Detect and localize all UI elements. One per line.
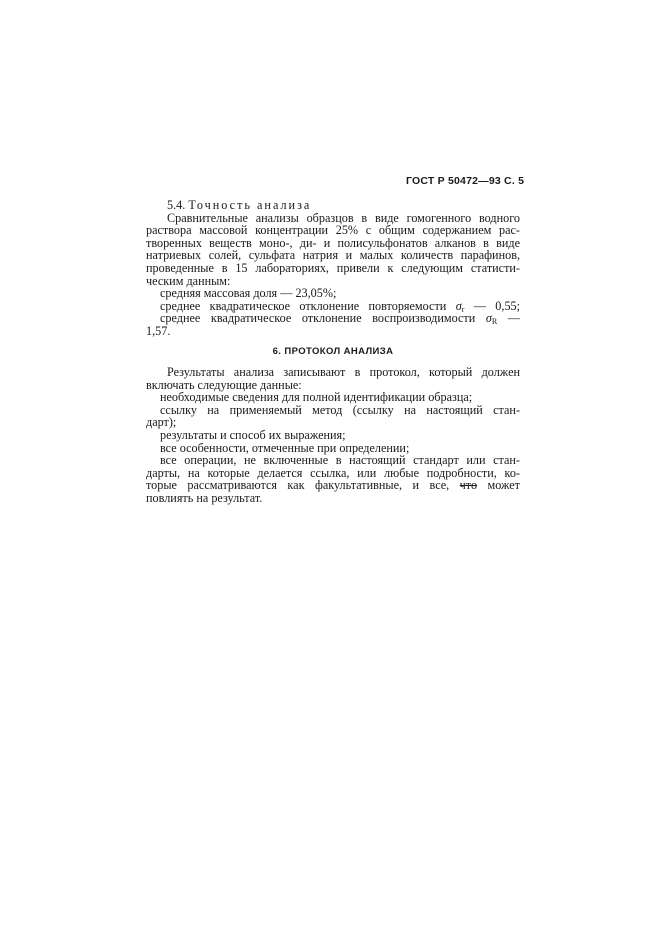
- list-item: результаты и способ их выражения;: [160, 427, 346, 442]
- section-6-title: 6. ПРОТОКОЛ АНАЛИЗА: [272, 346, 394, 357]
- list-item: необходимые сведения для полной идентификации образца;: [160, 390, 473, 405]
- mass-share-line: средняя массовая доля — 23,05%;: [160, 286, 337, 301]
- sigma-subscript: r: [461, 304, 465, 314]
- optional-text: торые рассматриваются как факультативные, и все,: [146, 478, 450, 493]
- list-item-continuation: дарт);: [146, 415, 177, 430]
- list-item: все операции, не включенные в настоящий стандарт или стан-: [160, 453, 520, 468]
- section-number: 5.4.: [167, 198, 189, 212]
- reproducibility-line: [146, 312, 520, 325]
- paragraph-line: ческим данным:: [146, 273, 231, 288]
- section-5-4-heading: [146, 199, 520, 212]
- paragraph-line: творенных веществ моно-, ди- и полисульфонатов алканов в виде: [146, 235, 520, 250]
- section-title: Точность анализа: [188, 198, 312, 212]
- sigma-symbol: σ: [485, 311, 492, 326]
- list-item-continuation: повлиять на результат.: [146, 490, 263, 505]
- section-6: [146, 366, 520, 505]
- intro-line: Результаты анализа записывают в протокол, который должен: [167, 365, 520, 379]
- intro-line: включать следующие данные:: [146, 377, 302, 392]
- dash: —: [507, 311, 521, 326]
- may-word: может: [487, 478, 520, 493]
- struck-word: что: [459, 478, 478, 493]
- sigma-subscript: R: [491, 317, 498, 327]
- reproducibility-value: 1,57.: [146, 323, 171, 338]
- paragraph-line: раствора массовой концентрации 25% с общим содержанием рас-: [146, 223, 520, 238]
- reproducibility-symbol-group: [486, 311, 520, 325]
- list-item: ссылку на применяемый метод (ссылку на настоящий стан-: [160, 402, 520, 417]
- paragraph-line: проведенные в 15 лабораториях, привели к следующим статисти-: [146, 260, 520, 275]
- repeatability-value: — 0,55;: [473, 298, 521, 313]
- list-item: все особенности, отмеченные при определении;: [160, 440, 410, 455]
- repeatability-text: среднее квадратическое отклонение повторяемости: [160, 298, 447, 313]
- reproducibility-text: среднее квадратическое отклонение воспроизводимости: [160, 311, 476, 326]
- paragraph-line: Сравнительные анализы образцов в виде гомогенного водного: [167, 210, 520, 225]
- paragraph-line: натриевых солей, сульфата натрия и малых количеств парафинов,: [146, 248, 520, 263]
- section-5-4: [146, 199, 520, 338]
- list-item-continuation: дарты, на которые делается ссылка, или любые подробности, ко-: [146, 465, 520, 480]
- sigma-symbol: σ: [455, 298, 462, 313]
- page-header: ГОСТ Р 50472—93 С. 5: [406, 175, 525, 187]
